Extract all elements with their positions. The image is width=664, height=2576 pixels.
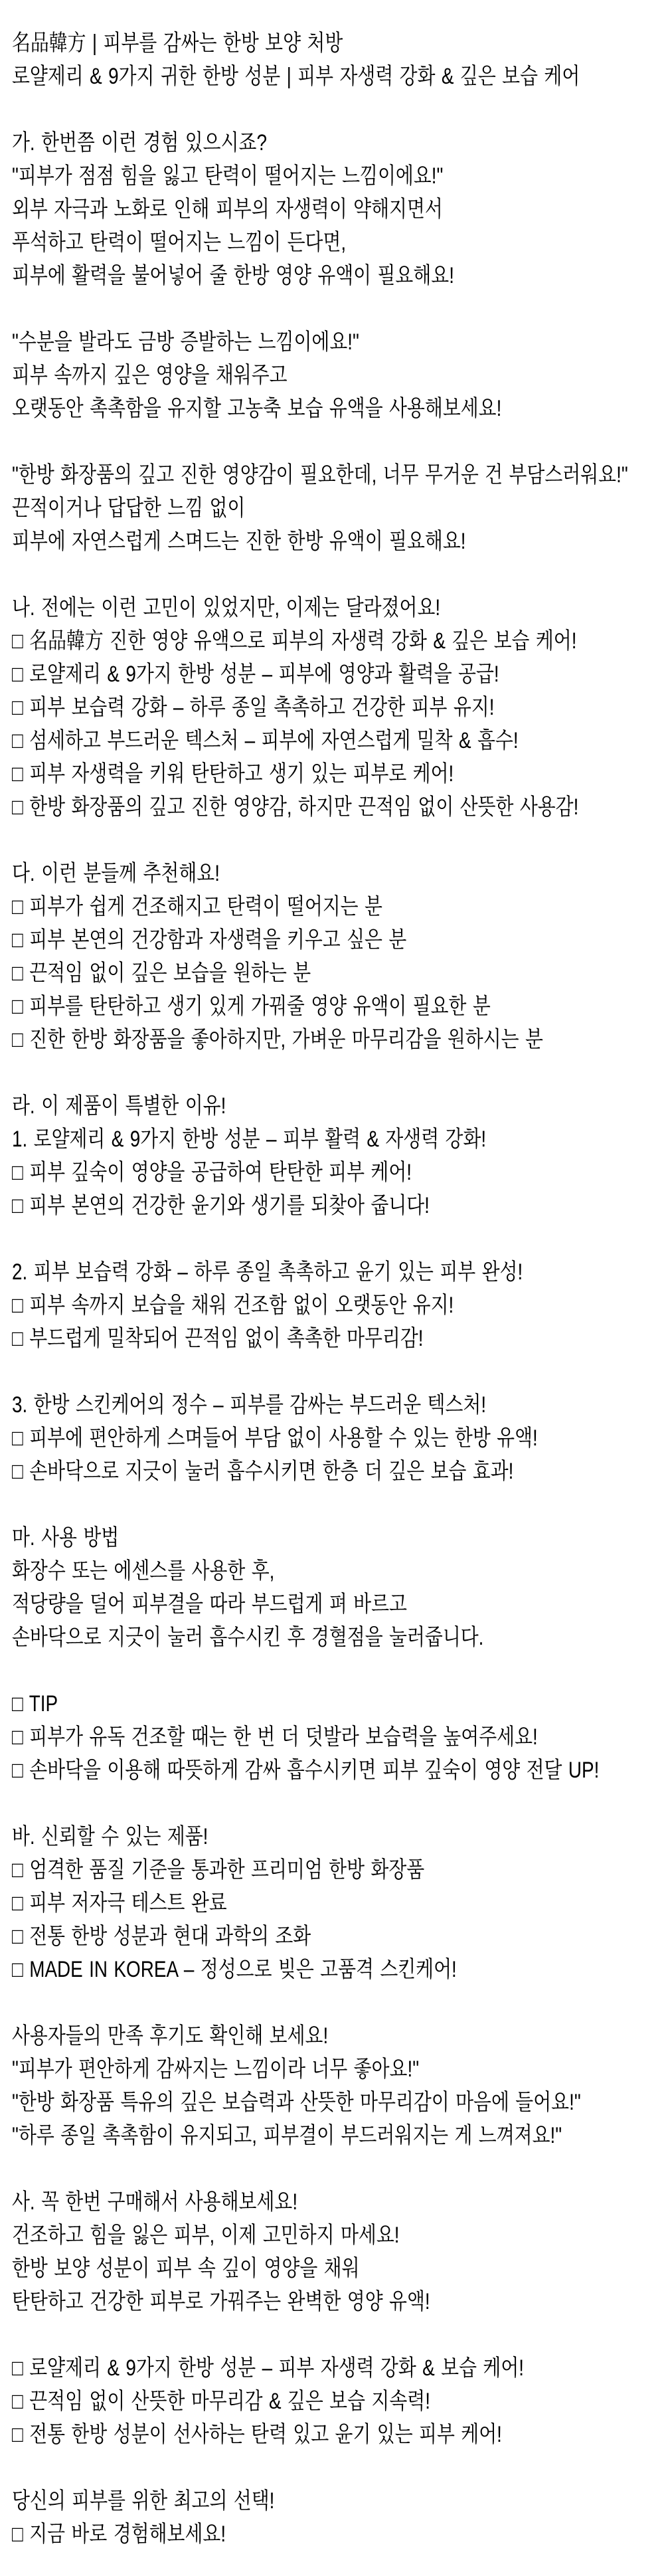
text-line-content: 사용자들의 만족 후기도 확인해 보세요! [12, 2023, 329, 2049]
text-line [12, 2385, 664, 2418]
document-subtitle-line [12, 60, 664, 93]
text-line-content: 푸석하고 탄력이 떨어지는 느낌이 든다면, [12, 230, 347, 255]
text-line-content: 바. 신뢰할 수 있는 제품! [12, 1824, 208, 1849]
blank-line [12, 2451, 664, 2484]
blank-line [12, 1654, 664, 1687]
text-line [12, 658, 664, 691]
text-line-content: "하루 종일 촉촉함이 유지되고, 피부결이 부드러워지는 게 느껴져요!" [12, 2123, 562, 2148]
text-line [12, 1023, 664, 1056]
text-line-content: 피부에 활력을 불어넣어 줄 한방 영양 유액이 필요해요! [12, 263, 454, 288]
text-line-content: □ 피부 저자극 테스트 완료 [12, 1890, 227, 1916]
text-line-content: □ 지금 바로 경험해보세요! [12, 2522, 226, 2547]
text-line [12, 1156, 664, 1189]
text-line-content: 2. 피부 보습력 강화 – 하루 종일 촉촉하고 윤기 있는 피부 완성! [12, 1259, 523, 1285]
text-line [12, 126, 664, 159]
text-line-content: □ MADE IN KOREA – 정성으로 빚은 고품격 스킨케어! [12, 1957, 457, 1982]
text-line [12, 2219, 664, 2252]
text-line-content: □ 부드럽게 밀착되어 끈적임 없이 촉촉한 마무리감! [12, 1326, 424, 1351]
text-line-content: □ 한방 화장품의 깊고 진한 영양감, 하지만 끈적임 없이 산뜻한 사용감! [12, 794, 579, 820]
text-line-content: □ 피부가 쉽게 건조해지고 탄력이 떨어지는 분 [12, 894, 382, 919]
text-line [12, 1322, 664, 1355]
text-line [12, 193, 664, 226]
blank-line [12, 1222, 664, 1255]
text-line [12, 1255, 664, 1289]
text-line [12, 1422, 664, 1455]
text-line-content: "피부가 점점 힘을 잃고 탄력이 떨어지는 느낌이에요!" [12, 163, 444, 189]
text-line [12, 1820, 664, 1853]
text-line [12, 757, 664, 790]
text-line-content: 사. 꼭 한번 구매해서 사용해보세요! [12, 2189, 298, 2215]
text-line-content: 적당량을 덜어 피부결을 따라 부드럽게 펴 바르고 [12, 1592, 407, 1617]
text-line [12, 691, 664, 724]
text-line [12, 2351, 664, 2385]
text-line [12, 1388, 664, 1422]
text-line-content: 가. 한번쯤 이런 경험 있으시죠? [12, 130, 267, 155]
blank-line [12, 1355, 664, 1388]
blank-line [12, 425, 664, 458]
text-line-content: □ 피부를 탄탄하고 생기 있게 가꿔줄 영양 유액이 필요한 분 [12, 994, 491, 1019]
text-line [12, 2285, 664, 2318]
text-line [12, 1289, 664, 1322]
blank-line [12, 1787, 664, 1820]
text-line-content: 로얄제리 & 9가지 귀한 한방 성분 | 피부 자생력 강화 & 깊은 보습 케어 [12, 64, 580, 89]
text-line [12, 1853, 664, 1886]
text-line-content: □ 피부 깊숙이 영양을 공급하여 탄탄한 피부 케어! [12, 1160, 412, 1185]
blank-line [12, 558, 664, 591]
text-line-content: 오랫동안 촉촉함을 유지할 고농축 보습 유액을 사용해보세요! [12, 396, 502, 421]
blank-line [12, 93, 664, 126]
text-line-content: 탄탄하고 건강한 피부로 가꿔주는 완벽한 영양 유액! [12, 2289, 430, 2314]
text-line-content: 손바닥으로 지긋이 눌러 흡수시킨 후 경혈점을 눌러줍니다. [12, 1625, 484, 1650]
text-line-content: 건조하고 힘을 잃은 피부, 이제 고민하지 마세요! [12, 2223, 400, 2248]
text-line [12, 2086, 664, 2119]
text-line [12, 159, 664, 193]
text-line-content: □ 섬세하고 부드러운 텍스처 – 피부에 자연스럽게 밀착 & 흡수! [12, 728, 519, 753]
text-line [12, 325, 664, 359]
text-line [12, 857, 664, 890]
text-line [12, 624, 664, 658]
text-line-content: 한방 보양 성분이 피부 속 깊이 영양을 채워 [12, 2256, 360, 2281]
text-line-content: 名品韓方 | 피부를 감싸는 한방 보양 처방 [12, 31, 343, 56]
blank-line [12, 824, 664, 857]
document-title-line [12, 27, 664, 60]
blank-line [12, 1056, 664, 1089]
text-line-content: □ 전통 한방 성분과 현대 과학의 조화 [12, 1924, 311, 1949]
text-line [12, 2185, 664, 2219]
text-line-content: 1. 로얄제리 & 9가지 한방 성분 – 피부 활력 & 자생력 강화! [12, 1127, 487, 1152]
text-line [12, 392, 664, 425]
text-line-content: "한방 화장품 특유의 깊은 보습력과 산뜻한 마무리감이 마음에 들어요!" [12, 2090, 581, 2115]
text-line-content: □ 피부 속까지 보습을 채워 건조함 없이 오랫동안 유지! [12, 1293, 454, 1318]
text-line [12, 492, 664, 525]
text-line-content: □ 피부 본연의 건강한 윤기와 생기를 되찾아 줍니다! [12, 1193, 430, 1218]
text-line [12, 724, 664, 757]
text-line-content: □ 로얄제리 & 9가지 한방 성분 – 피부 자생력 강화 & 보습 케어! [12, 2355, 524, 2381]
text-line [12, 923, 664, 957]
blank-line [12, 2152, 664, 2185]
blank-line [12, 2318, 664, 2351]
text-line-content: □ TIP [12, 1691, 58, 1716]
text-line-content: 피부에 자연스럽게 스며드는 진한 한방 유액이 필요해요! [12, 529, 466, 554]
text-line [12, 1089, 664, 1123]
blank-line [12, 292, 664, 325]
text-line [12, 2053, 664, 2086]
text-line-content: □ 피부 보습력 강화 – 하루 종일 촉촉하고 건강한 피부 유지! [12, 695, 495, 720]
text-line-content: 라. 이 제품이 특별한 이유! [12, 1093, 226, 1119]
text-line [12, 2484, 664, 2518]
text-line [12, 1455, 664, 1488]
text-line-content: □ 피부에 편안하게 스며들어 부담 없이 사용할 수 있는 한방 유액! [12, 1426, 538, 1451]
text-line-content: 피부 속까지 깊은 영양을 채워주고 [12, 363, 288, 388]
text-line-content: □ 피부 자생력을 키워 탄탄하고 생기 있는 피부로 케어! [12, 761, 454, 786]
text-line [12, 790, 664, 824]
text-line [12, 2119, 664, 2152]
text-line-content: 마. 사용 방법 [12, 1525, 120, 1550]
text-line-content: 화장수 또는 에센스를 사용한 후, [12, 1558, 275, 1584]
text-line-content: □ 진한 한방 화장품을 좋아하지만, 가벼운 마무리감을 원하시는 분 [12, 1027, 543, 1052]
text-line-content: 3. 한방 스킨케어의 정수 – 피부를 감싸는 부드러운 텍스처! [12, 1392, 487, 1418]
text-line [12, 957, 664, 990]
text-line [12, 1123, 664, 1156]
text-line-content: "피부가 편안하게 감싸지는 느낌이라 너무 좋아요!" [12, 2057, 420, 2082]
text-line-content: □ 전통 한방 성분이 선사하는 탄력 있고 윤기 있는 피부 케어! [12, 2422, 502, 2447]
text-line-content: □ 名品韓方 진한 영양 유액으로 피부의 자생력 강화 & 깊은 보습 케어! [12, 628, 577, 654]
text-line [12, 1754, 664, 1787]
text-line [12, 2019, 664, 2053]
text-line [12, 2418, 664, 2451]
text-line-content: 다. 이런 분들께 추천해요! [12, 861, 220, 886]
text-line-content: □ 손바닥을 이용해 따뜻하게 감싸 흡수시키면 피부 깊숙이 영양 전달 UP! [12, 1758, 600, 1783]
text-line [12, 1953, 664, 1986]
text-line-content: 나. 전에는 이런 고민이 있었지만, 이제는 달라졌어요! [12, 595, 441, 620]
text-line [12, 226, 664, 259]
text-line [12, 890, 664, 923]
text-line [12, 1920, 664, 1953]
text-line [12, 591, 664, 624]
text-line [12, 1886, 664, 1920]
text-line-content: □ 끈적임 없이 깊은 보습을 원하는 분 [12, 961, 311, 986]
text-line-content: □ 피부 본연의 건강함과 자생력을 키우고 싶은 분 [12, 927, 407, 953]
text-line-content: □ 피부가 유독 건조할 때는 한 번 더 덧발라 보습력을 높여주세요! [12, 1724, 538, 1750]
text-line-content: □ 끈적임 없이 산뜻한 마무리감 & 깊은 보습 지속력! [12, 2389, 430, 2414]
blank-line [12, 1986, 664, 2019]
text-line-content: □ 손바닥으로 지긋이 눌러 흡수시키면 한층 더 깊은 보습 효과! [12, 1459, 514, 1484]
text-line [12, 1687, 664, 1720]
blank-line [12, 1488, 664, 1521]
text-line [12, 2518, 664, 2551]
text-line-content: "한방 화장품의 깊고 진한 영양감이 필요한데, 너무 무거운 건 부담스러워요!" [12, 462, 628, 488]
text-line [12, 259, 664, 292]
text-line-content: 당신의 피부를 위한 최고의 선택! [12, 2488, 275, 2514]
text-line [12, 2252, 664, 2285]
text-line-content: □ 엄격한 품질 기준을 통과한 프리미엄 한방 화장품 [12, 1857, 425, 1883]
text-line [12, 1621, 664, 1654]
text-line-content: 끈적이거나 답답한 느낌 없이 [12, 496, 246, 521]
text-line [12, 1521, 664, 1554]
text-line [12, 1554, 664, 1588]
text-line-content: 외부 자극과 노화로 인해 피부의 자생력이 약해지면서 [12, 197, 443, 222]
text-line [12, 525, 664, 558]
text-line [12, 1588, 664, 1621]
text-line [12, 359, 664, 392]
text-line [12, 1720, 664, 1754]
text-line [12, 1189, 664, 1222]
text-line-content: □ 로얄제리 & 9가지 한방 성분 – 피부에 영양과 활력을 공급! [12, 662, 499, 687]
text-line-content: "수분을 발라도 금방 증발하는 느낌이에요!" [12, 329, 359, 355]
text-line [12, 458, 664, 492]
text-line [12, 990, 664, 1023]
